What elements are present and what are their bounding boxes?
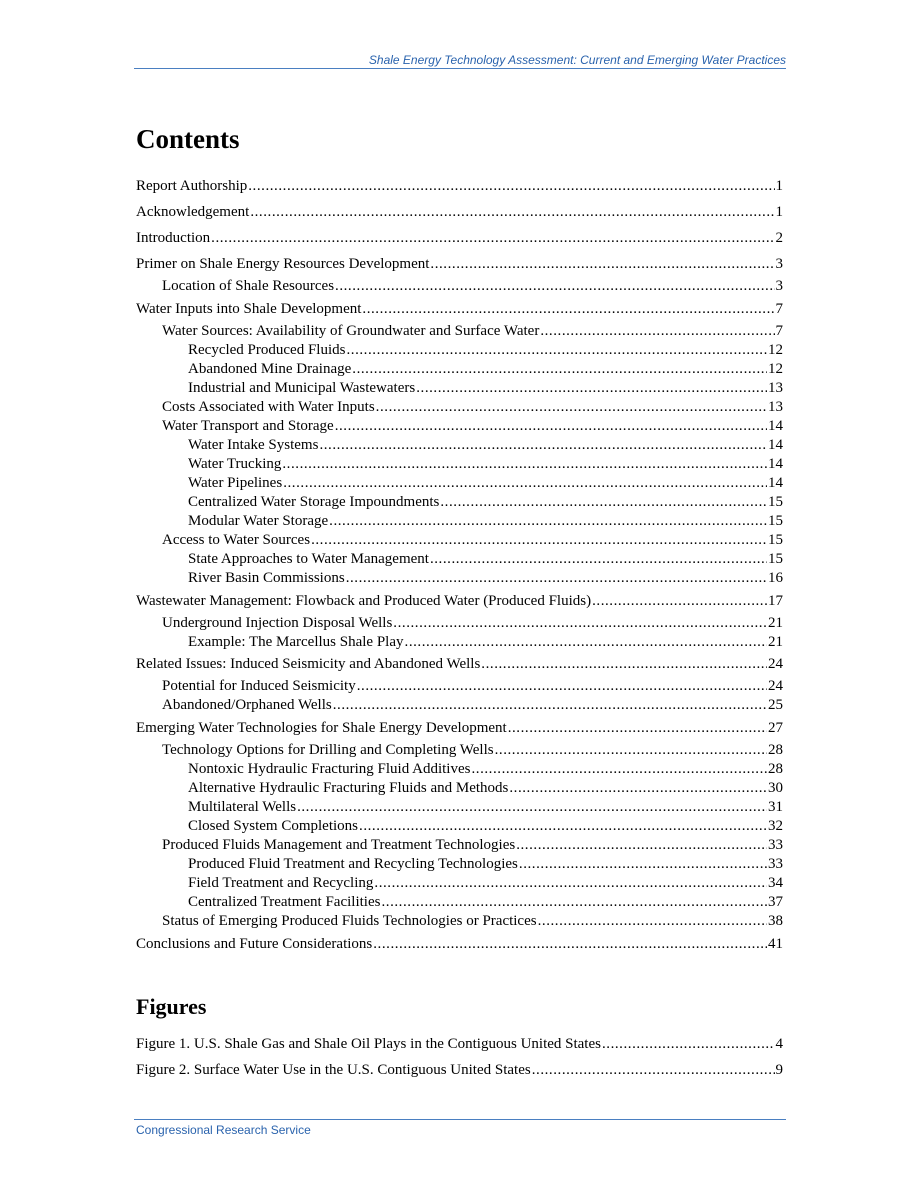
toc-leader <box>297 798 767 817</box>
toc-page-number: 15 <box>768 513 783 529</box>
toc-entry[interactable] <box>136 592 783 611</box>
footer-organization: Congressional Research Service <box>136 1123 311 1137</box>
figure-entry-title: Figure 2. Surface Water Use in the U.S. Contiguous United States <box>136 1062 531 1078</box>
toc-page-number: 3 <box>775 256 783 272</box>
toc-entry-title: Example: The Marcellus Shale Play <box>188 634 404 650</box>
toc-leader <box>538 912 767 931</box>
toc-leader <box>508 719 767 738</box>
toc-leader <box>359 817 767 836</box>
toc-entry[interactable] <box>188 550 783 569</box>
toc-page-number: 28 <box>768 742 783 758</box>
toc-leader <box>248 177 774 196</box>
toc-page-number: 30 <box>768 780 783 796</box>
toc-leader <box>405 633 767 652</box>
toc-page-number: 25 <box>768 697 783 713</box>
toc-page-number: 34 <box>768 875 783 891</box>
toc-entry-title: Water Inputs into Shale Development <box>136 301 362 317</box>
toc-entry-title: Multilateral Wells <box>188 799 297 815</box>
toc-leader <box>516 836 767 855</box>
toc-entry[interactable] <box>188 874 783 893</box>
header-divider <box>134 68 786 69</box>
toc-entry[interactable] <box>162 398 783 417</box>
toc-entry-title: Abandoned Mine Drainage <box>188 361 352 377</box>
footer-divider <box>134 1119 786 1120</box>
toc-entry-title: Centralized Water Storage Impoundments <box>188 494 440 510</box>
toc-entry-title: Water Trucking <box>188 456 282 472</box>
toc-entry[interactable] <box>188 798 783 817</box>
toc-leader <box>509 779 767 798</box>
toc-entry[interactable] <box>136 229 783 248</box>
toc-entry-title: Technology Options for Drilling and Completing Wells <box>162 742 494 758</box>
toc-entry-title: Primer on Shale Energy Resources Development <box>136 256 430 272</box>
toc-entry[interactable] <box>188 474 783 493</box>
toc-page-number: 21 <box>768 615 783 631</box>
toc-page-number: 16 <box>768 570 783 586</box>
toc-page-number: 1 <box>775 204 783 220</box>
toc-page-number: 21 <box>768 634 783 650</box>
toc-entry-title: Underground Injection Disposal Wells <box>162 615 393 631</box>
toc-page-number: 24 <box>768 656 783 672</box>
toc-entry[interactable] <box>162 836 783 855</box>
toc-entry-title: Emerging Water Technologies for Shale Energy Development <box>136 720 507 736</box>
toc-page-number: 27 <box>768 720 783 736</box>
toc-page-number: 13 <box>768 380 783 396</box>
toc-page-number: 28 <box>768 761 783 777</box>
toc-leader <box>519 855 767 874</box>
toc-entry[interactable] <box>162 677 783 696</box>
toc-page-number: 4 <box>775 1036 783 1052</box>
toc-entry[interactable] <box>188 341 783 360</box>
toc-page-number: 15 <box>768 532 783 548</box>
toc-entry[interactable] <box>188 760 783 779</box>
toc-leader <box>362 300 774 319</box>
toc-leader <box>357 677 767 696</box>
toc-leader <box>374 874 767 893</box>
toc-entry-title: Field Treatment and Recycling <box>188 875 374 891</box>
toc-leader <box>471 760 767 779</box>
toc-entry[interactable] <box>188 893 783 912</box>
toc-entry[interactable] <box>136 300 783 319</box>
toc-leader <box>319 436 767 455</box>
toc-leader <box>430 255 774 274</box>
toc-page-number: 17 <box>768 593 783 609</box>
toc-entry-title: Recycled Produced Fluids <box>188 342 346 358</box>
toc-entry-title: Modular Water Storage <box>188 513 329 529</box>
figures-heading: Figures <box>136 994 207 1019</box>
toc-page-number: 41 <box>768 936 783 952</box>
toc-entry[interactable] <box>188 569 783 588</box>
toc-entry-title: Produced Fluid Treatment and Recycling Technologies <box>188 856 518 872</box>
toc-leader <box>211 229 774 248</box>
toc-entry-title: Closed System Completions <box>188 818 359 834</box>
toc-entry[interactable] <box>162 614 783 633</box>
toc-entry[interactable] <box>162 417 783 436</box>
toc-entry[interactable] <box>162 277 783 296</box>
figure-entry-title: Figure 1. U.S. Shale Gas and Shale Oil Plays in the Contiguous United States <box>136 1036 601 1052</box>
toc-entry[interactable] <box>162 696 783 715</box>
toc-entry[interactable] <box>162 531 783 550</box>
toc-entry[interactable] <box>188 360 783 379</box>
toc-leader <box>602 1035 775 1054</box>
toc-leader <box>333 696 767 715</box>
toc-leader <box>283 474 767 493</box>
toc-leader <box>532 1061 775 1080</box>
toc-entry-title: Access to Water Sources <box>162 532 311 548</box>
toc-entry-title: Industrial and Municipal Wastewaters <box>188 380 416 396</box>
toc-entry-title: Water Pipelines <box>188 475 283 491</box>
figure-entry[interactable] <box>136 1035 783 1054</box>
toc-entry-title: Introduction <box>136 230 211 246</box>
toc-entry-title: Water Sources: Availability of Groundwater and Surface Water <box>162 323 540 339</box>
toc-entry[interactable] <box>162 741 783 760</box>
toc-entry[interactable] <box>136 719 783 738</box>
toc-page-number: 12 <box>768 342 783 358</box>
toc-page-number: 14 <box>768 456 783 472</box>
toc-leader <box>481 655 767 674</box>
toc-entry-title: Abandoned/Orphaned Wells <box>162 697 332 713</box>
toc-entry-title: River Basin Commissions <box>188 570 345 586</box>
toc-entry[interactable] <box>188 633 783 652</box>
toc-leader <box>346 341 767 360</box>
toc-page-number: 33 <box>768 837 783 853</box>
toc-page-number: 2 <box>775 230 783 246</box>
toc-page-number: 33 <box>768 856 783 872</box>
toc-entry[interactable] <box>188 855 783 874</box>
toc-leader <box>592 592 767 611</box>
toc-entry-title: Location of Shale Resources <box>162 278 335 294</box>
toc-page-number: 7 <box>775 301 783 317</box>
toc-page-number: 14 <box>768 437 783 453</box>
toc-entry-title: Water Transport and Storage <box>162 418 334 434</box>
toc-leader <box>393 614 767 633</box>
toc-entry[interactable] <box>162 912 783 931</box>
toc-entry[interactable] <box>188 436 783 455</box>
toc-entry-title: Acknowledgement <box>136 204 250 220</box>
toc-entry[interactable] <box>188 512 783 531</box>
toc-page-number: 14 <box>768 418 783 434</box>
toc-leader <box>311 531 767 550</box>
running-header-title: Shale Energy Technology Assessment: Current and Emerging Water Practices <box>368 53 786 67</box>
toc-page-number: 32 <box>768 818 783 834</box>
toc-entry-title: Produced Fluids Management and Treatment Technologies <box>162 837 516 853</box>
toc-leader <box>335 277 774 296</box>
toc-entry-title: Wastewater Management: Flowback and Produced Water (Produced Fluids) <box>136 593 592 609</box>
toc-page-number: 9 <box>775 1062 783 1078</box>
toc-page-number: 24 <box>768 678 783 694</box>
toc-leader <box>540 322 774 341</box>
toc-entry[interactable] <box>136 655 783 674</box>
toc-entry[interactable] <box>188 379 783 398</box>
toc-page-number: 37 <box>768 894 783 910</box>
toc-entry[interactable] <box>136 203 783 222</box>
toc-page-number: 12 <box>768 361 783 377</box>
toc-entry-title: Report Authorship <box>136 178 248 194</box>
toc-entry-title: Status of Emerging Produced Fluids Technologies or Practices <box>162 913 537 929</box>
toc-entry[interactable] <box>136 935 783 954</box>
toc-page-number: 15 <box>768 494 783 510</box>
toc-entry[interactable] <box>162 322 783 341</box>
toc-entry-title: Related Issues: Induced Seismicity and Abandoned Wells <box>136 656 481 672</box>
toc-page-number: 7 <box>775 323 783 339</box>
toc-entry-title: Centralized Treatment Facilities <box>188 894 381 910</box>
toc-leader <box>335 417 767 436</box>
toc-entry-title: Costs Associated with Water Inputs <box>162 399 375 415</box>
contents-heading: Contents <box>136 124 240 154</box>
toc-leader <box>282 455 767 474</box>
toc-page-number: 38 <box>768 913 783 929</box>
toc-leader <box>495 741 767 760</box>
toc-page-number: 1 <box>775 178 783 194</box>
toc-leader <box>250 203 774 222</box>
toc-leader <box>440 493 767 512</box>
toc-entry-title: Potential for Induced Seismicity <box>162 678 356 694</box>
toc-entry[interactable] <box>136 255 783 274</box>
toc-leader <box>376 398 767 417</box>
toc-entry[interactable] <box>188 493 783 512</box>
toc-leader <box>416 379 767 398</box>
toc-entry[interactable] <box>188 817 783 836</box>
toc-entry[interactable] <box>188 779 783 798</box>
toc-entry-title: Conclusions and Future Considerations <box>136 936 373 952</box>
toc-leader <box>430 550 767 569</box>
toc-entry-title: Alternative Hydraulic Fracturing Fluids and Methods <box>188 780 509 796</box>
toc-page-number: 13 <box>768 399 783 415</box>
toc-entry-title: State Approaches to Water Management <box>188 551 429 567</box>
toc-leader <box>346 569 767 588</box>
toc-entry-title: Nontoxic Hydraulic Fracturing Fluid Additives <box>188 761 471 777</box>
toc-page-number: 14 <box>768 475 783 491</box>
toc-entry-title: Water Intake Systems <box>188 437 319 453</box>
toc-leader <box>373 935 767 954</box>
toc-leader <box>381 893 767 912</box>
figure-entry[interactable] <box>136 1061 783 1080</box>
toc-page-number: 15 <box>768 551 783 567</box>
toc-leader <box>352 360 767 379</box>
toc-leader <box>329 512 767 531</box>
toc-page-number: 3 <box>775 278 783 294</box>
toc-page-number: 31 <box>768 799 783 815</box>
toc-entry[interactable] <box>188 455 783 474</box>
toc-entry[interactable] <box>136 177 783 196</box>
